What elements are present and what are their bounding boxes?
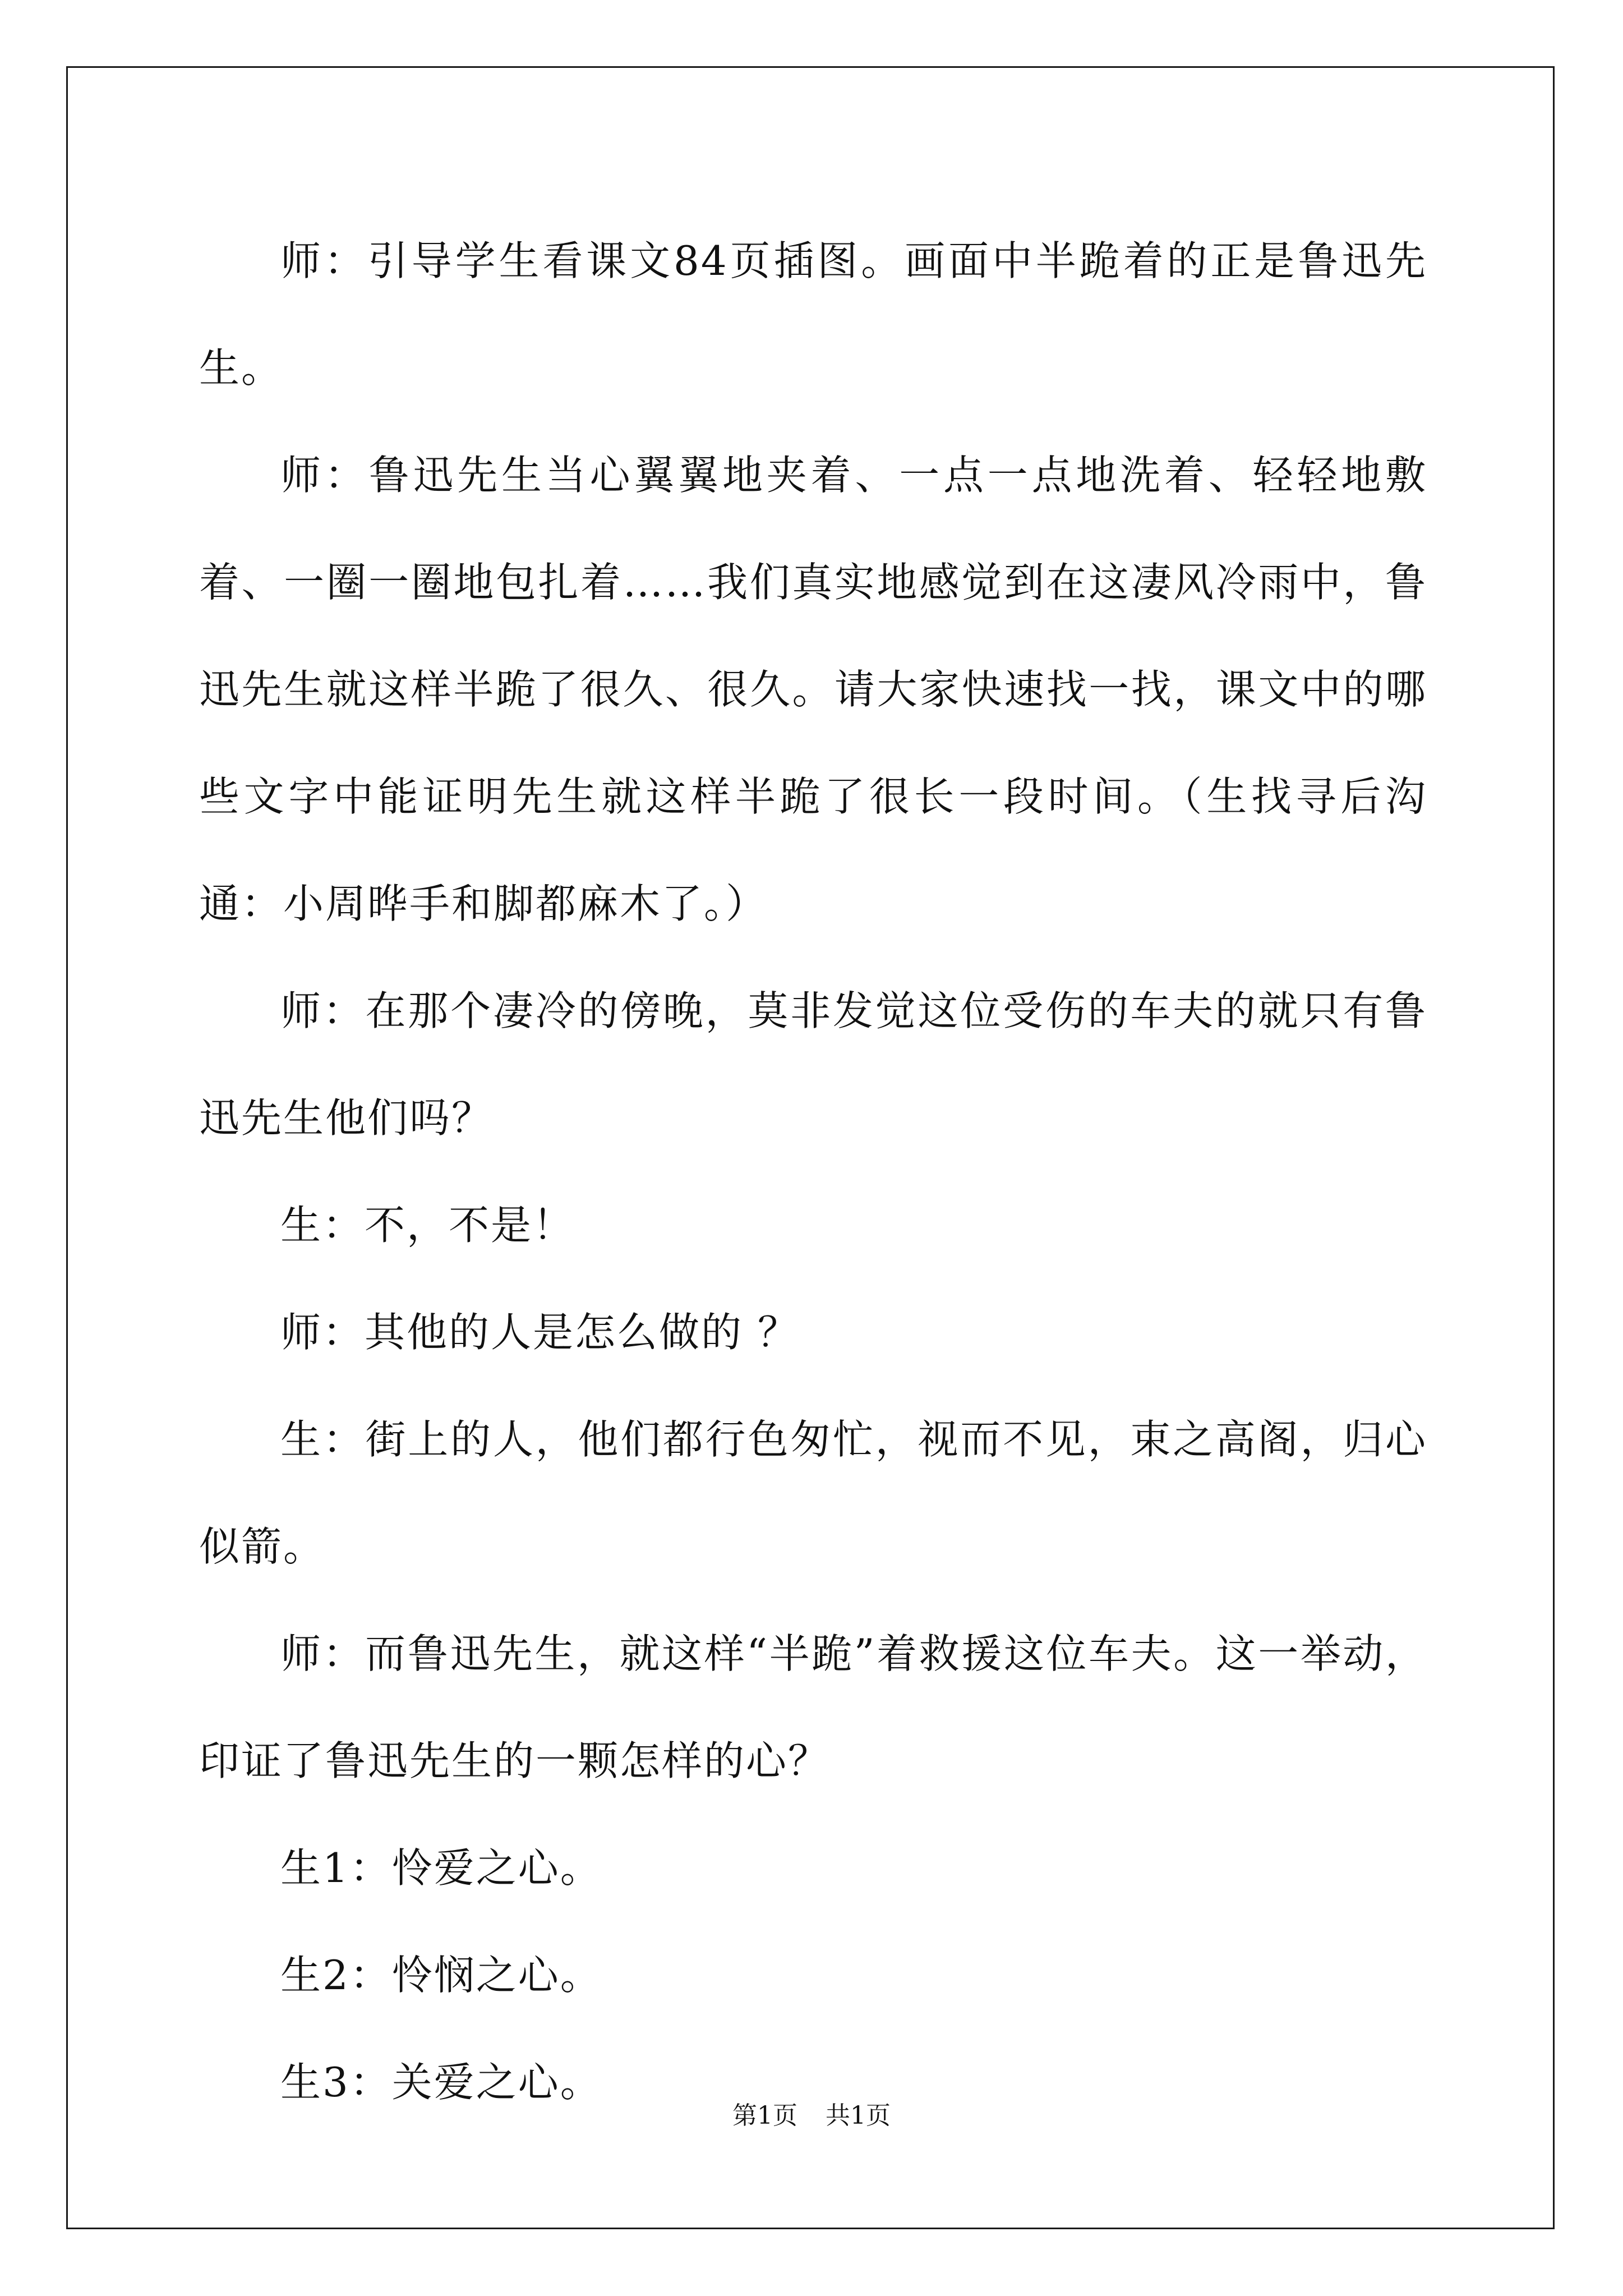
paragraph: 师：在那个凄冷的傍晚，莫非发觉这位受伤的车夫的就只有鲁迅先生他们吗？ (199, 987, 1427, 1142)
paragraph: 生：不，不是！ (280, 1202, 575, 1249)
paragraph: 生2：怜悯之心。 (280, 1952, 602, 1999)
paragraph: 师：而鲁迅先生，就这样“半跪”着救援这位车夫。这一举动，印证了鲁迅先生的一颗怎样的心？ (199, 1630, 1427, 1784)
paragraph: 师：其他的人是怎么做的 ？ (280, 1309, 800, 1356)
paragraph: 师：鲁迅先生当心翼翼地夹着、一点一点地洗着、轻轻地敷着、一圈一圈地包扎着……我们真实地感觉到在这凄风冷雨中，鲁迅先生就这样半跪了很久、很久。请大家快速找一找，课文中的哪些文字中能证明先生就这样半跪了很长一段时间。（生找寻后沟通：小周晔手和脚都麻木了。） (199, 452, 1427, 927)
page-number: 第1页 (732, 2101, 797, 2130)
page-footer (0, 2095, 1623, 2131)
document-body (199, 208, 1427, 2136)
paragraph: 生3：关爱之心。 (280, 2059, 602, 2106)
paragraph: 生：街上的人，他们都行色匆忙，视而不见，束之高阁，归心似箭。 (199, 1416, 1427, 1570)
paragraph: 师：引导学生看课文84页插图。画面中半跪着的正是鲁迅先生。 (199, 237, 1427, 392)
paragraph: 生1：怜爱之心。 (280, 1844, 602, 1892)
page-total: 共1页 (826, 2101, 891, 2130)
